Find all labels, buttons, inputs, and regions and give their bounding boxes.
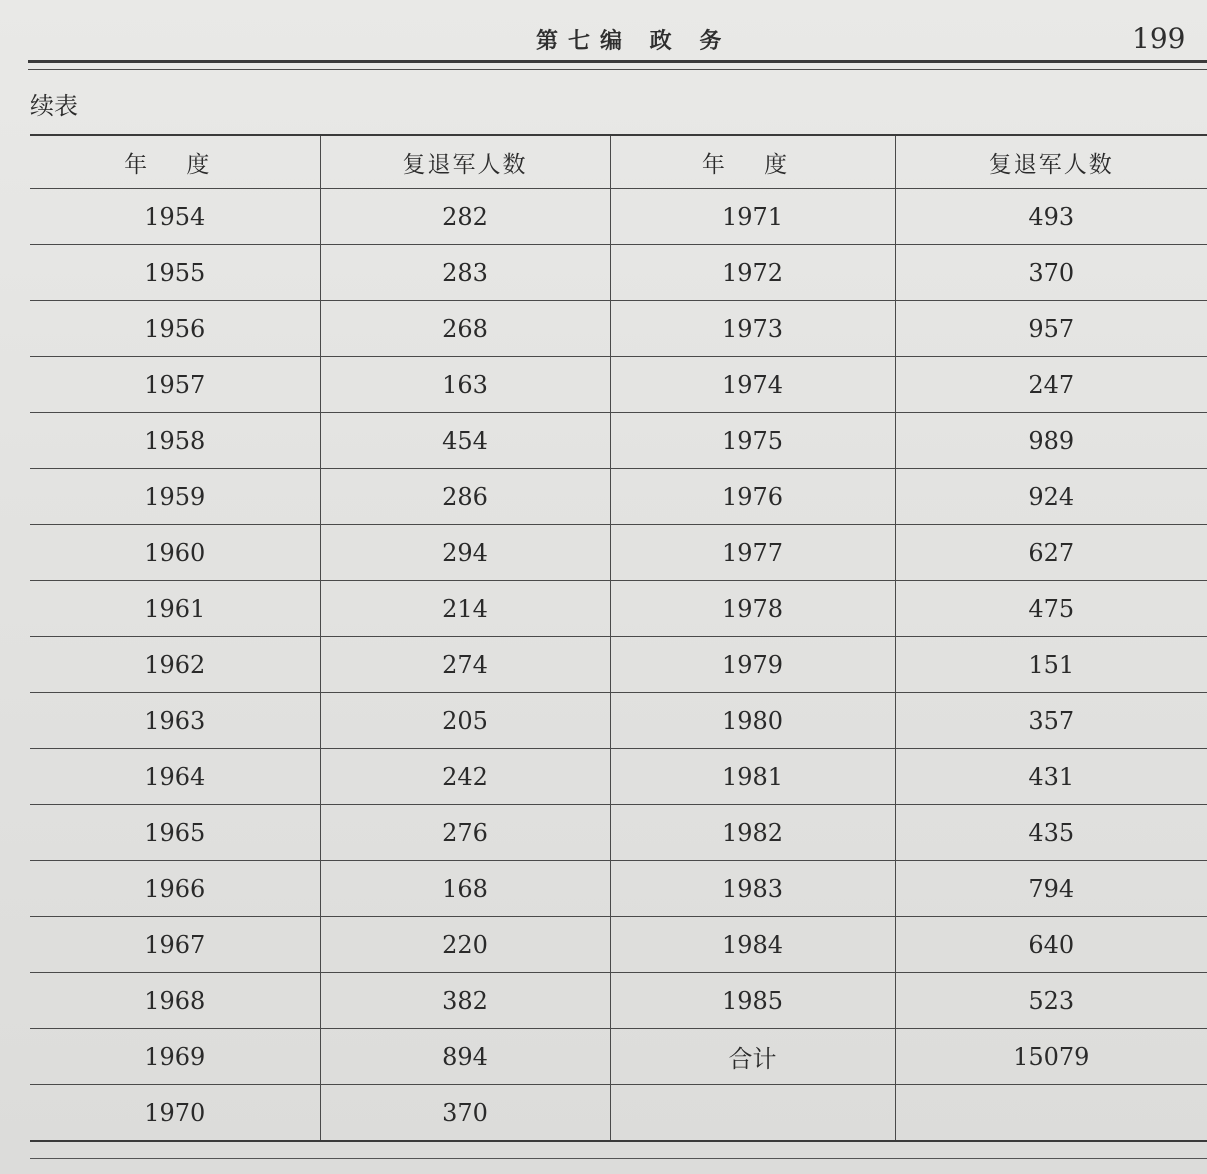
running-header	[0, 0, 1207, 60]
veterans-cell: 370	[895, 245, 1207, 301]
year-cell: 1977	[610, 525, 895, 581]
veterans-cell: 493	[895, 189, 1207, 245]
veterans-cell: 924	[895, 469, 1207, 525]
column-header-year: 年 度	[30, 135, 320, 189]
table-row	[30, 413, 1207, 469]
table-row	[30, 637, 1207, 693]
table-header-row	[30, 135, 1207, 189]
year-cell: 1970	[30, 1085, 320, 1142]
table-row	[30, 469, 1207, 525]
veterans-cell: 435	[895, 805, 1207, 861]
table-row	[30, 973, 1207, 1029]
veterans-cell: 163	[320, 357, 610, 413]
year-cell: 1955	[30, 245, 320, 301]
veterans-cell: 523	[895, 973, 1207, 1029]
veterans-cell: 989	[895, 413, 1207, 469]
table-row	[30, 749, 1207, 805]
year-cell: 1985	[610, 973, 895, 1029]
year-cell: 1981	[610, 749, 895, 805]
year-cell: 1980	[610, 693, 895, 749]
veterans-cell: 276	[320, 805, 610, 861]
veterans-cell: 283	[320, 245, 610, 301]
veterans-cell: 205	[320, 693, 610, 749]
year-cell: 1962	[30, 637, 320, 693]
running-title: 第七编 政 务	[536, 28, 732, 54]
year-cell: 1968	[30, 973, 320, 1029]
year-cell: 1958	[30, 413, 320, 469]
table-row	[30, 805, 1207, 861]
veterans-cell: 370	[320, 1085, 610, 1142]
veterans-cell: 357	[895, 693, 1207, 749]
year-cell: 1967	[30, 917, 320, 973]
veterans-cell: 214	[320, 581, 610, 637]
year-cell: 1969	[30, 1029, 320, 1085]
veterans-cell: 282	[320, 189, 610, 245]
year-cell: 1957	[30, 357, 320, 413]
table-row	[30, 1085, 1207, 1142]
year-cell: 1982	[610, 805, 895, 861]
veterans-cell: 247	[895, 357, 1207, 413]
year-cell: 1976	[610, 469, 895, 525]
column-header-veterans: 复退军人数	[320, 135, 610, 189]
year-cell: 1971	[610, 189, 895, 245]
year-cell: 1978	[610, 581, 895, 637]
year-cell: 1961	[30, 581, 320, 637]
year-cell: 1984	[610, 917, 895, 973]
veterans-cell: 268	[320, 301, 610, 357]
table-caption: 续表	[30, 92, 78, 120]
veterans-cell: 640	[895, 917, 1207, 973]
empty-cell	[895, 1085, 1207, 1142]
column-header-veterans: 复退军人数	[895, 135, 1207, 189]
veterans-cell: 957	[895, 301, 1207, 357]
header-rule-thick	[28, 60, 1207, 63]
year-cell: 1983	[610, 861, 895, 917]
table-row	[30, 525, 1207, 581]
veterans-cell: 382	[320, 973, 610, 1029]
veterans-cell: 274	[320, 637, 610, 693]
table-row	[30, 301, 1207, 357]
year-cell: 1973	[610, 301, 895, 357]
table-row	[30, 917, 1207, 973]
table-row	[30, 693, 1207, 749]
year-cell: 1959	[30, 469, 320, 525]
table-row	[30, 861, 1207, 917]
year-cell: 1960	[30, 525, 320, 581]
veterans-cell: 242	[320, 749, 610, 805]
veterans-cell: 454	[320, 413, 610, 469]
table-row	[30, 581, 1207, 637]
header-rule-thin	[28, 69, 1207, 70]
veterans-cell: 627	[895, 525, 1207, 581]
veterans-cell: 168	[320, 861, 610, 917]
year-cell: 1975	[610, 413, 895, 469]
bottom-rule	[30, 1158, 1207, 1159]
veterans-cell: 475	[895, 581, 1207, 637]
table-row	[30, 1029, 1207, 1085]
column-header-year: 年 度	[610, 135, 895, 189]
veterans-cell: 431	[895, 749, 1207, 805]
year-cell: 1954	[30, 189, 320, 245]
veterans-cell: 894	[320, 1029, 610, 1085]
veterans-cell: 220	[320, 917, 610, 973]
empty-cell	[610, 1085, 895, 1142]
veterans-table	[30, 134, 1207, 1142]
year-cell: 1963	[30, 693, 320, 749]
total-value-cell: 15079	[895, 1029, 1207, 1085]
veterans-cell: 151	[895, 637, 1207, 693]
year-cell: 1964	[30, 749, 320, 805]
year-cell: 1966	[30, 861, 320, 917]
veterans-cell: 294	[320, 525, 610, 581]
year-cell: 1979	[610, 637, 895, 693]
veterans-cell: 794	[895, 861, 1207, 917]
veterans-cell: 286	[320, 469, 610, 525]
table-row	[30, 189, 1207, 245]
year-cell: 1956	[30, 301, 320, 357]
total-label-cell: 合计	[610, 1029, 895, 1085]
year-cell: 1965	[30, 805, 320, 861]
table-row	[30, 357, 1207, 413]
page-number: 199	[1132, 22, 1186, 55]
year-cell: 1974	[610, 357, 895, 413]
year-cell: 1972	[610, 245, 895, 301]
table-row	[30, 245, 1207, 301]
